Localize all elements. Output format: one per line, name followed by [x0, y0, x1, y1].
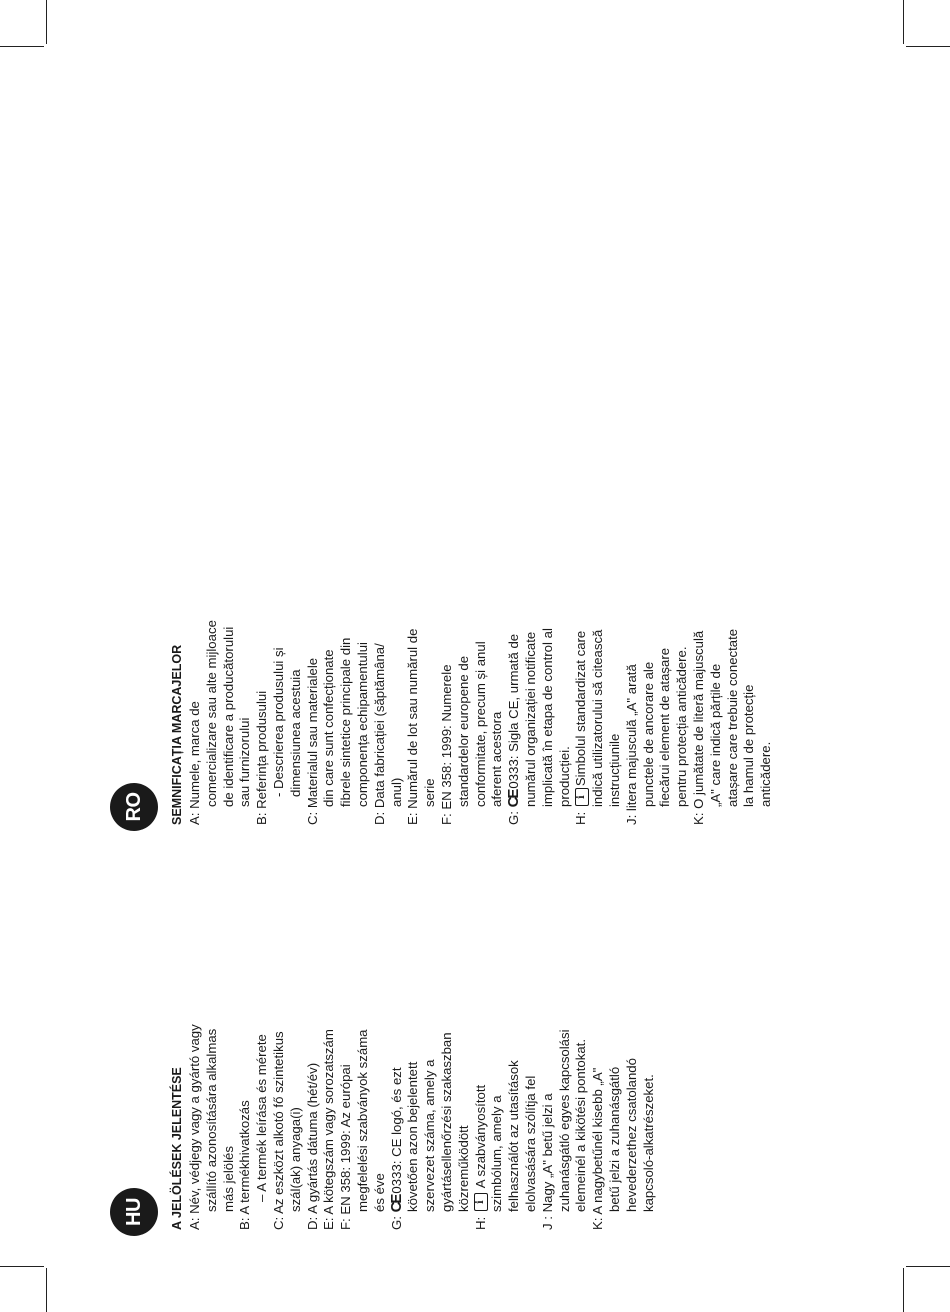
hu-item-j-line: J : Nagy „A" betű jelzi a [539, 1093, 555, 1230]
ro-item-c [305, 525, 372, 825]
ro-item-g-line: implicată în etapa de control al [539, 628, 555, 807]
ce-mark-icon: CE [505, 790, 523, 808]
hu-item-h-line: A szabványosított [472, 1084, 488, 1189]
ro-item-b [254, 525, 304, 825]
hu-item-k-line: hevederzethez csatolandó [623, 1058, 639, 1212]
ro-language-badge: RO [110, 783, 158, 831]
hu-item-j [540, 930, 590, 1230]
ro-item-a-line: sau furnizorului [237, 717, 253, 807]
ro-item-d-line: anul) [388, 777, 404, 807]
hu-item-k-line: K: A nagybetűnél kisebb „A" [590, 1067, 606, 1230]
ro-item-f-line: F: EN 358: 1999: Numerele [438, 664, 454, 825]
ro-item-f-line: conformitate, precum și anul [472, 641, 488, 807]
ro-item-f [439, 525, 506, 825]
hu-item-f-line: és éve [371, 1173, 387, 1212]
hu-item-a [187, 930, 237, 1230]
hu-title: A JELÖLÉSEK JELENTÉSE [170, 1067, 184, 1230]
ro-title: SEMNIFICAȚIA MARCAJELOR [170, 644, 184, 825]
crop-mark-top-left-v [46, 0, 47, 44]
ro-item-d-line: D: Data fabricației (săptămâna/ [371, 643, 387, 825]
crop-mark-bottom-left-v [46, 1268, 47, 1312]
ro-item-h-line: instrucțiunile [606, 733, 622, 807]
hu-item-j-line: zuhanásgátló egyes kapcsolási [556, 1029, 572, 1212]
hu-item-h-line: elolvasására szólítja fel [522, 1075, 538, 1212]
ro-item-k-line: „A" care indică părțile de [707, 663, 723, 807]
ro-item-a-line: de identificare a producătorului [220, 626, 236, 807]
hu-item-k-line: betű jelzi a zuhanásgátló [606, 1066, 622, 1212]
hu-item-k-line: kapcsoló-alkatrészeket. [640, 1074, 656, 1212]
hu-item-h [473, 930, 540, 1230]
info-manual-icon: i [575, 788, 589, 806]
hu-item-c-line: szál(ak) anyaga(i) [287, 1107, 303, 1212]
crop-mark-top-right-h [906, 46, 950, 47]
info-manual-icon: i [474, 1193, 488, 1211]
ro-item-j-line: punctele de ancorare ale [640, 661, 656, 807]
ro-item-b-line: - Descrierea produsului și [270, 647, 286, 797]
hu-item-g-line: követően azon bejelentett [405, 1061, 421, 1212]
ro-item-f-line: aferent acestora [489, 711, 505, 807]
hu-item-f-line: megfelelési szabványok száma [354, 1029, 370, 1212]
ro-item-b-line: dimensiunea acestuia [287, 669, 303, 797]
hu-item-g-line: szervezet száma, amely a [422, 1059, 438, 1212]
ro-item-h [573, 525, 623, 825]
hu-item-a-line: szállító azonosítására alkalmas [203, 1028, 219, 1212]
hu-item-c-line: C: Az eszközt alkotó fő szintetikus [270, 1031, 286, 1230]
hu-badge-row [110, 930, 158, 1230]
ro-item-d [372, 525, 406, 825]
hu-item-h-prefix: H: [472, 1216, 488, 1230]
hu-item-h-line: szimbólum, amely a [489, 1095, 505, 1212]
crop-mark-bottom-right-h [906, 1266, 950, 1267]
hu-item-a-line: A: Név, védjegy vagy a gyártó vagy [187, 1024, 202, 1230]
ro-item-j-line: fiecărui element de atașare [657, 647, 673, 807]
ro-item-h-prefix: H: [573, 811, 589, 825]
hu-item-g [389, 930, 473, 1230]
ro-item-a [187, 525, 254, 825]
crop-mark-top-left-h [0, 46, 44, 47]
hu-item-g-line: 0333: CE logó, és ezt [388, 1067, 404, 1194]
hu-item-g-line: közreműködött [455, 1125, 471, 1212]
ro-item-h-line: indică utilizatorului să citească [590, 629, 606, 807]
hu-item-c [271, 930, 305, 1230]
ro-item-g-prefix: G: [506, 811, 522, 825]
crop-mark-bottom-left-h [0, 1266, 44, 1267]
hu-item-g-line: gyártásellenőrzési szakaszban [438, 1032, 454, 1212]
hu-item-g-prefix: G: [388, 1216, 404, 1230]
ro-item-f-line: standardelor europene de [455, 655, 471, 807]
ro-items [187, 525, 775, 825]
hu-item-d: D: A gyártás dátuma (hét/év) [304, 1062, 320, 1230]
ro-item-k-line: atașare care trebuie conectate [724, 628, 740, 807]
ro-item-h-line: Simbolul standardizat care [573, 630, 589, 787]
ro-item-a-line: comercializare sau alte mijloace [203, 620, 219, 807]
ro-item-g-line: numărul organizației notificate [522, 631, 538, 807]
hu-item-f [338, 930, 388, 1230]
hu-item-f-line: F: EN 358: 1999: Az európai [338, 1064, 354, 1230]
hu-item-b [237, 930, 271, 1230]
ro-item-g-line: 0333: Sigla CE, urmată de [506, 633, 522, 789]
ro-item-a-line: A: Numele, marca de [187, 701, 202, 825]
hu-item-j-line: elemeinél a kikötési pontokat. [573, 1038, 589, 1212]
hu-language-badge: HU [110, 1188, 158, 1236]
ro-item-c-line: componența echipamentului [354, 642, 370, 807]
crop-mark-top-right-v [903, 0, 904, 44]
ro-item-g-line: producției. [556, 746, 572, 807]
ro-item-k-line: anticădere. [758, 741, 774, 807]
ro-item-e-line: serie [422, 778, 438, 807]
ro-section [110, 525, 775, 825]
ro-item-b-line: B: Referința produsului [254, 690, 270, 825]
ro-item-c-line: C: Materialul sau materialele [304, 657, 320, 825]
hu-item-b-line: – A termék leírása és mérete [254, 1034, 270, 1202]
hu-item-e: E: A kötegszám vagy sorozatszám [321, 1029, 337, 1230]
ro-item-k-line: la hamul de protecție [741, 684, 757, 807]
crop-mark-bottom-right-v [903, 1268, 904, 1312]
ro-item-e-line: E: Numărul de lot sau numărul de [405, 628, 421, 825]
hu-item-k [590, 930, 657, 1230]
hu-item-a-line: más jelölés [220, 1146, 236, 1212]
ro-item-g [506, 525, 573, 825]
ce-mark-icon: CE [387, 1195, 405, 1213]
ro-item-j-line: pentru protecția anticădere. [674, 646, 690, 807]
hu-items [187, 930, 657, 1230]
ro-item-j-line: J: litera majusculă „A" arată [623, 664, 639, 825]
hu-section [110, 930, 657, 1230]
hu-item-h-line: felhasználót az utasítások [506, 1060, 522, 1212]
ro-item-k-line: K: O jumătate de literă majusculă [690, 630, 706, 825]
ro-item-c-line: fibrele sintetice principale din [338, 637, 354, 807]
ro-item-c-line: din care sunt confecționate [321, 649, 337, 807]
ro-item-k [691, 525, 775, 825]
ro-item-e [405, 525, 439, 825]
hu-item-b-line: B: A termékhivatkozás [237, 1100, 253, 1230]
ro-badge-row [110, 525, 158, 825]
ro-item-j [624, 525, 691, 825]
